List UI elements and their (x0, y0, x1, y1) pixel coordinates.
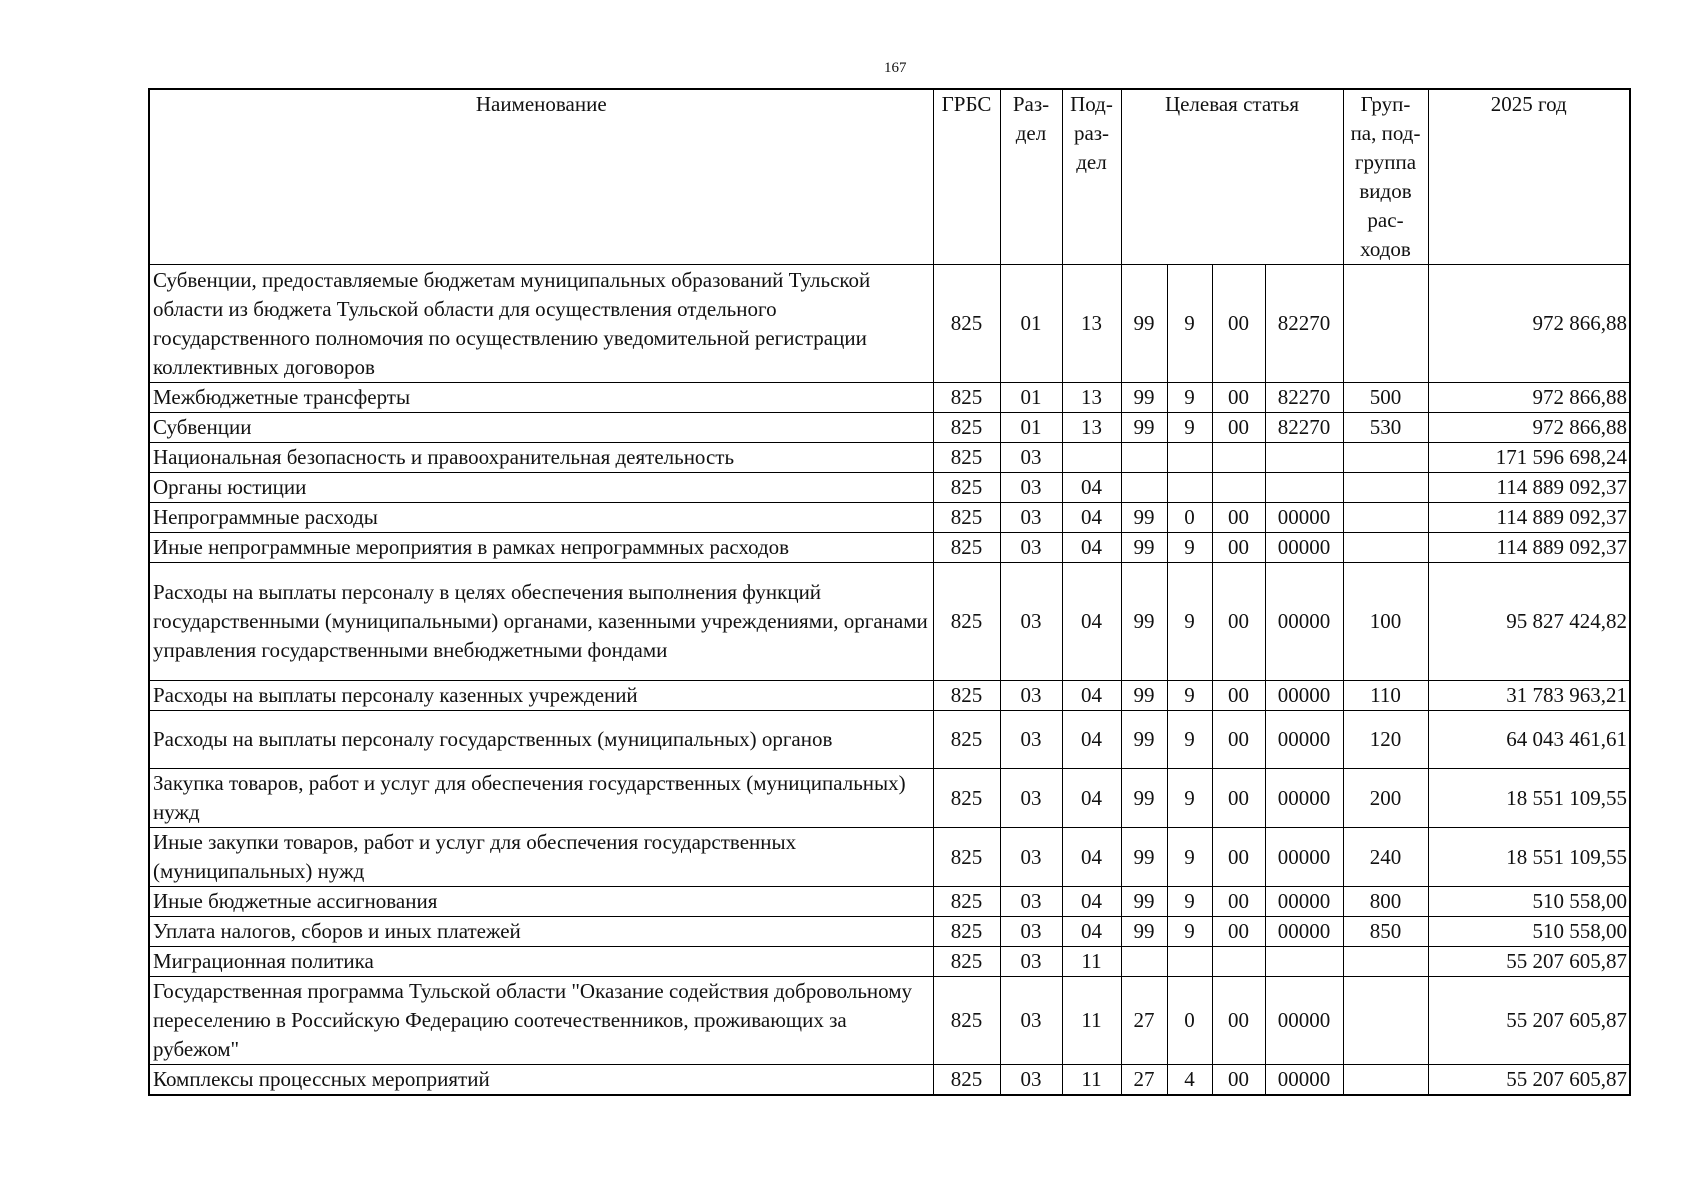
table-cell-group (1343, 977, 1428, 1065)
table-cell-group: 120 (1343, 711, 1428, 769)
table-cell-target-2: 9 (1167, 887, 1212, 917)
table-cell-podrazdel: 04 (1062, 681, 1121, 711)
table-cell-razdel: 03 (1000, 443, 1062, 473)
table-cell-razdel: 01 (1000, 413, 1062, 443)
table-cell-grbs: 825 (933, 887, 1000, 917)
table-cell-target-4: 00000 (1265, 828, 1343, 887)
table-cell-target-4: 00000 (1265, 681, 1343, 711)
table-cell-group: 800 (1343, 887, 1428, 917)
table-cell-target-2 (1167, 947, 1212, 977)
table-cell-target-3: 00 (1212, 711, 1265, 769)
table-cell-name: Расходы на выплаты персоналу в целях обеспечения выполнения функций государственными (муниципальными) органами, казенными учреждениями, органами управления государственными внебюджетными фондами (149, 563, 933, 681)
table-cell-target-4 (1265, 443, 1343, 473)
table-row (149, 533, 1630, 563)
table-cell-razdel: 03 (1000, 503, 1062, 533)
table-cell-target-2 (1167, 443, 1212, 473)
table-cell-razdel: 03 (1000, 681, 1062, 711)
table-row (149, 1065, 1630, 1096)
header-year: 2025 год (1428, 89, 1630, 265)
table-cell-razdel: 03 (1000, 828, 1062, 887)
table-cell-podrazdel: 04 (1062, 711, 1121, 769)
table-row (149, 711, 1630, 769)
table-cell-grbs: 825 (933, 383, 1000, 413)
header-grbs: ГРБС (933, 89, 1000, 265)
table-cell-target-1: 99 (1121, 769, 1167, 828)
table-cell-grbs: 825 (933, 533, 1000, 563)
table-row (149, 413, 1630, 443)
table-cell-podrazdel: 04 (1062, 503, 1121, 533)
table-cell-group: 200 (1343, 769, 1428, 828)
table-cell-name: Расходы на выплаты персоналу государственных (муниципальных) органов (149, 711, 933, 769)
table-cell-sum: 55 207 605,87 (1428, 977, 1630, 1065)
table-cell-target-2 (1167, 473, 1212, 503)
table-row (149, 503, 1630, 533)
header-razdel: Раз- дел (1000, 89, 1062, 265)
table-cell-group (1343, 533, 1428, 563)
table-cell-group: 850 (1343, 917, 1428, 947)
table-cell-target-3: 00 (1212, 413, 1265, 443)
table-cell-sum: 64 043 461,61 (1428, 711, 1630, 769)
table-cell-target-1: 99 (1121, 265, 1167, 383)
table-cell-name: Иные непрограммные мероприятия в рамках непрограммных расходов (149, 533, 933, 563)
table-cell-target-1: 99 (1121, 681, 1167, 711)
table-cell-target-1: 99 (1121, 503, 1167, 533)
table-cell-name: Органы юстиции (149, 473, 933, 503)
table-cell-name: Закупка товаров, работ и услуг для обеспечения государственных (муниципальных) нужд (149, 769, 933, 828)
table-cell-target-1: 99 (1121, 533, 1167, 563)
table-row (149, 769, 1630, 828)
table-cell-target-2: 9 (1167, 828, 1212, 887)
table-cell-target-4: 00000 (1265, 711, 1343, 769)
table-cell-target-3: 00 (1212, 563, 1265, 681)
table-cell-name: Субвенции (149, 413, 933, 443)
table-cell-target-3 (1212, 947, 1265, 977)
table-row (149, 383, 1630, 413)
table-cell-razdel: 03 (1000, 711, 1062, 769)
table-cell-podrazdel: 13 (1062, 413, 1121, 443)
table-cell-target-2: 9 (1167, 265, 1212, 383)
table-cell-target-1 (1121, 443, 1167, 473)
table-cell-target-2: 0 (1167, 503, 1212, 533)
table-cell-name: Комплексы процессных мероприятий (149, 1065, 933, 1096)
table-cell-group: 530 (1343, 413, 1428, 443)
table-cell-podrazdel: 04 (1062, 769, 1121, 828)
table-cell-target-1 (1121, 473, 1167, 503)
table-cell-target-3: 00 (1212, 769, 1265, 828)
table-cell-target-2: 9 (1167, 681, 1212, 711)
table-cell-grbs: 825 (933, 828, 1000, 887)
table-cell-target-3: 00 (1212, 828, 1265, 887)
table-cell-name: Иные закупки товаров, работ и услуг для обеспечения государственных (муниципальных) нужд (149, 828, 933, 887)
table-cell-group: 240 (1343, 828, 1428, 887)
table-cell-sum: 55 207 605,87 (1428, 947, 1630, 977)
table-cell-podrazdel: 04 (1062, 533, 1121, 563)
table-cell-podrazdel: 04 (1062, 917, 1121, 947)
table-cell-razdel: 01 (1000, 383, 1062, 413)
table-cell-target-1: 27 (1121, 977, 1167, 1065)
table-cell-target-4: 00000 (1265, 503, 1343, 533)
table-cell-grbs: 825 (933, 473, 1000, 503)
table-row (149, 443, 1630, 473)
table-row (149, 977, 1630, 1065)
table-row (149, 473, 1630, 503)
table-cell-grbs: 825 (933, 977, 1000, 1065)
table-cell-target-1: 99 (1121, 711, 1167, 769)
table-cell-target-3: 00 (1212, 681, 1265, 711)
table-cell-sum: 18 551 109,55 (1428, 769, 1630, 828)
table-cell-razdel: 03 (1000, 917, 1062, 947)
table-cell-target-4: 00000 (1265, 533, 1343, 563)
table-cell-target-3: 00 (1212, 503, 1265, 533)
table-row (149, 917, 1630, 947)
table-cell-grbs: 825 (933, 265, 1000, 383)
table-cell-sum: 972 866,88 (1428, 383, 1630, 413)
table-cell-target-2: 9 (1167, 413, 1212, 443)
table-cell-target-3: 00 (1212, 917, 1265, 947)
table-cell-target-3: 00 (1212, 977, 1265, 1065)
table-cell-target-3 (1212, 443, 1265, 473)
budget-table (148, 88, 1631, 1096)
table-cell-target-4: 82270 (1265, 383, 1343, 413)
table-cell-target-3: 00 (1212, 533, 1265, 563)
table-cell-target-2: 9 (1167, 769, 1212, 828)
table-cell-name: Межбюджетные трансферты (149, 383, 933, 413)
table-cell-razdel: 03 (1000, 887, 1062, 917)
table-cell-group: 500 (1343, 383, 1428, 413)
table-cell-sum: 55 207 605,87 (1428, 1065, 1630, 1096)
table-cell-sum: 510 558,00 (1428, 917, 1630, 947)
table-cell-podrazdel (1062, 443, 1121, 473)
table-cell-target-2: 4 (1167, 1065, 1212, 1096)
table-cell-grbs: 825 (933, 443, 1000, 473)
table-cell-name: Непрограммные расходы (149, 503, 933, 533)
table-cell-name: Национальная безопасность и правоохранительная деятельность (149, 443, 933, 473)
table-cell-podrazdel: 13 (1062, 383, 1121, 413)
table-cell-sum: 114 889 092,37 (1428, 533, 1630, 563)
table-cell-name: Уплата налогов, сборов и иных платежей (149, 917, 933, 947)
table-cell-target-1: 99 (1121, 828, 1167, 887)
table-row (149, 681, 1630, 711)
table-cell-razdel: 03 (1000, 769, 1062, 828)
table-cell-group: 100 (1343, 563, 1428, 681)
table-cell-target-3: 00 (1212, 887, 1265, 917)
table-cell-target-4: 00000 (1265, 887, 1343, 917)
table-cell-grbs: 825 (933, 681, 1000, 711)
table-cell-grbs: 825 (933, 947, 1000, 977)
page-number: 167 (884, 60, 907, 76)
table-cell-target-2: 9 (1167, 711, 1212, 769)
table-cell-grbs: 825 (933, 563, 1000, 681)
table-cell-target-4 (1265, 473, 1343, 503)
table-cell-target-2: 0 (1167, 977, 1212, 1065)
table-cell-grbs: 825 (933, 503, 1000, 533)
table-cell-name: Государственная программа Тульской области "Оказание содействия добровольному переселению в Российскую Федерацию соотечественников, проживающих за рубежом" (149, 977, 933, 1065)
table-row (149, 828, 1630, 887)
table-cell-sum: 95 827 424,82 (1428, 563, 1630, 681)
table-cell-grbs: 825 (933, 769, 1000, 828)
table-cell-target-3: 00 (1212, 265, 1265, 383)
table-cell-group (1343, 503, 1428, 533)
table-cell-target-2: 9 (1167, 917, 1212, 947)
table-cell-target-4 (1265, 947, 1343, 977)
table-cell-target-4: 00000 (1265, 977, 1343, 1065)
table-cell-podrazdel: 04 (1062, 473, 1121, 503)
table-cell-podrazdel: 04 (1062, 828, 1121, 887)
table-cell-group (1343, 265, 1428, 383)
table-cell-sum: 972 866,88 (1428, 413, 1630, 443)
table-body (149, 265, 1630, 1096)
table-cell-razdel: 03 (1000, 977, 1062, 1065)
table-cell-target-1: 99 (1121, 917, 1167, 947)
table-cell-sum: 171 596 698,24 (1428, 443, 1630, 473)
table-row (149, 947, 1630, 977)
table-cell-target-4: 82270 (1265, 265, 1343, 383)
table-cell-podrazdel: 13 (1062, 265, 1121, 383)
header-podrazdel: Под- раз- дел (1062, 89, 1121, 265)
table-cell-podrazdel: 11 (1062, 1065, 1121, 1096)
table-cell-group (1343, 473, 1428, 503)
table-cell-target-4: 00000 (1265, 917, 1343, 947)
table-cell-name: Миграционная политика (149, 947, 933, 977)
table-cell-grbs: 825 (933, 917, 1000, 947)
table-cell-target-4: 00000 (1265, 563, 1343, 681)
table-cell-razdel: 03 (1000, 947, 1062, 977)
table-cell-grbs: 825 (933, 711, 1000, 769)
table-cell-razdel: 03 (1000, 1065, 1062, 1096)
table-cell-target-3: 00 (1212, 383, 1265, 413)
table-cell-name: Субвенции, предоставляемые бюджетам муниципальных образований Тульской области из бюджета Тульской области для осуществления отдельного государственного полномочия по осуществлению уведомительной регистрации коллективных договоров (149, 265, 933, 383)
table-cell-group: 110 (1343, 681, 1428, 711)
table-cell-target-1: 99 (1121, 413, 1167, 443)
table-cell-razdel: 03 (1000, 563, 1062, 681)
table-cell-target-2: 9 (1167, 563, 1212, 681)
table-cell-podrazdel: 11 (1062, 947, 1121, 977)
table-cell-sum: 114 889 092,37 (1428, 503, 1630, 533)
table-cell-target-4: 82270 (1265, 413, 1343, 443)
table-cell-sum: 510 558,00 (1428, 887, 1630, 917)
table-cell-podrazdel: 11 (1062, 977, 1121, 1065)
table-header-row (149, 89, 1630, 265)
table-cell-podrazdel: 04 (1062, 887, 1121, 917)
table-cell-group (1343, 443, 1428, 473)
table-cell-target-2: 9 (1167, 533, 1212, 563)
table-cell-grbs: 825 (933, 413, 1000, 443)
table-cell-name: Расходы на выплаты персоналу казенных учреждений (149, 681, 933, 711)
table-cell-grbs: 825 (933, 1065, 1000, 1096)
table-cell-target-1: 99 (1121, 563, 1167, 681)
table-cell-razdel: 03 (1000, 533, 1062, 563)
table-cell-sum: 972 866,88 (1428, 265, 1630, 383)
table-cell-target-1: 99 (1121, 383, 1167, 413)
table-cell-target-3 (1212, 473, 1265, 503)
table-cell-sum: 31 783 963,21 (1428, 681, 1630, 711)
header-name: Наименование (149, 89, 933, 265)
table-cell-name: Иные бюджетные ассигнования (149, 887, 933, 917)
table-cell-target-2: 9 (1167, 383, 1212, 413)
table-cell-target-4: 00000 (1265, 769, 1343, 828)
table-cell-target-1 (1121, 947, 1167, 977)
table-row (149, 563, 1630, 681)
header-target: Целевая статья (1121, 89, 1343, 265)
table-cell-group (1343, 947, 1428, 977)
table-cell-razdel: 01 (1000, 265, 1062, 383)
table-cell-target-3: 00 (1212, 1065, 1265, 1096)
table-cell-sum: 18 551 109,55 (1428, 828, 1630, 887)
table-row (149, 887, 1630, 917)
table-cell-sum: 114 889 092,37 (1428, 473, 1630, 503)
table-cell-target-1: 99 (1121, 887, 1167, 917)
header-group: Груп- па, под- группа видов рас- ходов (1343, 89, 1428, 265)
table-row (149, 265, 1630, 383)
table-cell-group (1343, 1065, 1428, 1096)
table-cell-razdel: 03 (1000, 473, 1062, 503)
table-cell-podrazdel: 04 (1062, 563, 1121, 681)
table-cell-target-1: 27 (1121, 1065, 1167, 1096)
table-cell-target-4: 00000 (1265, 1065, 1343, 1096)
